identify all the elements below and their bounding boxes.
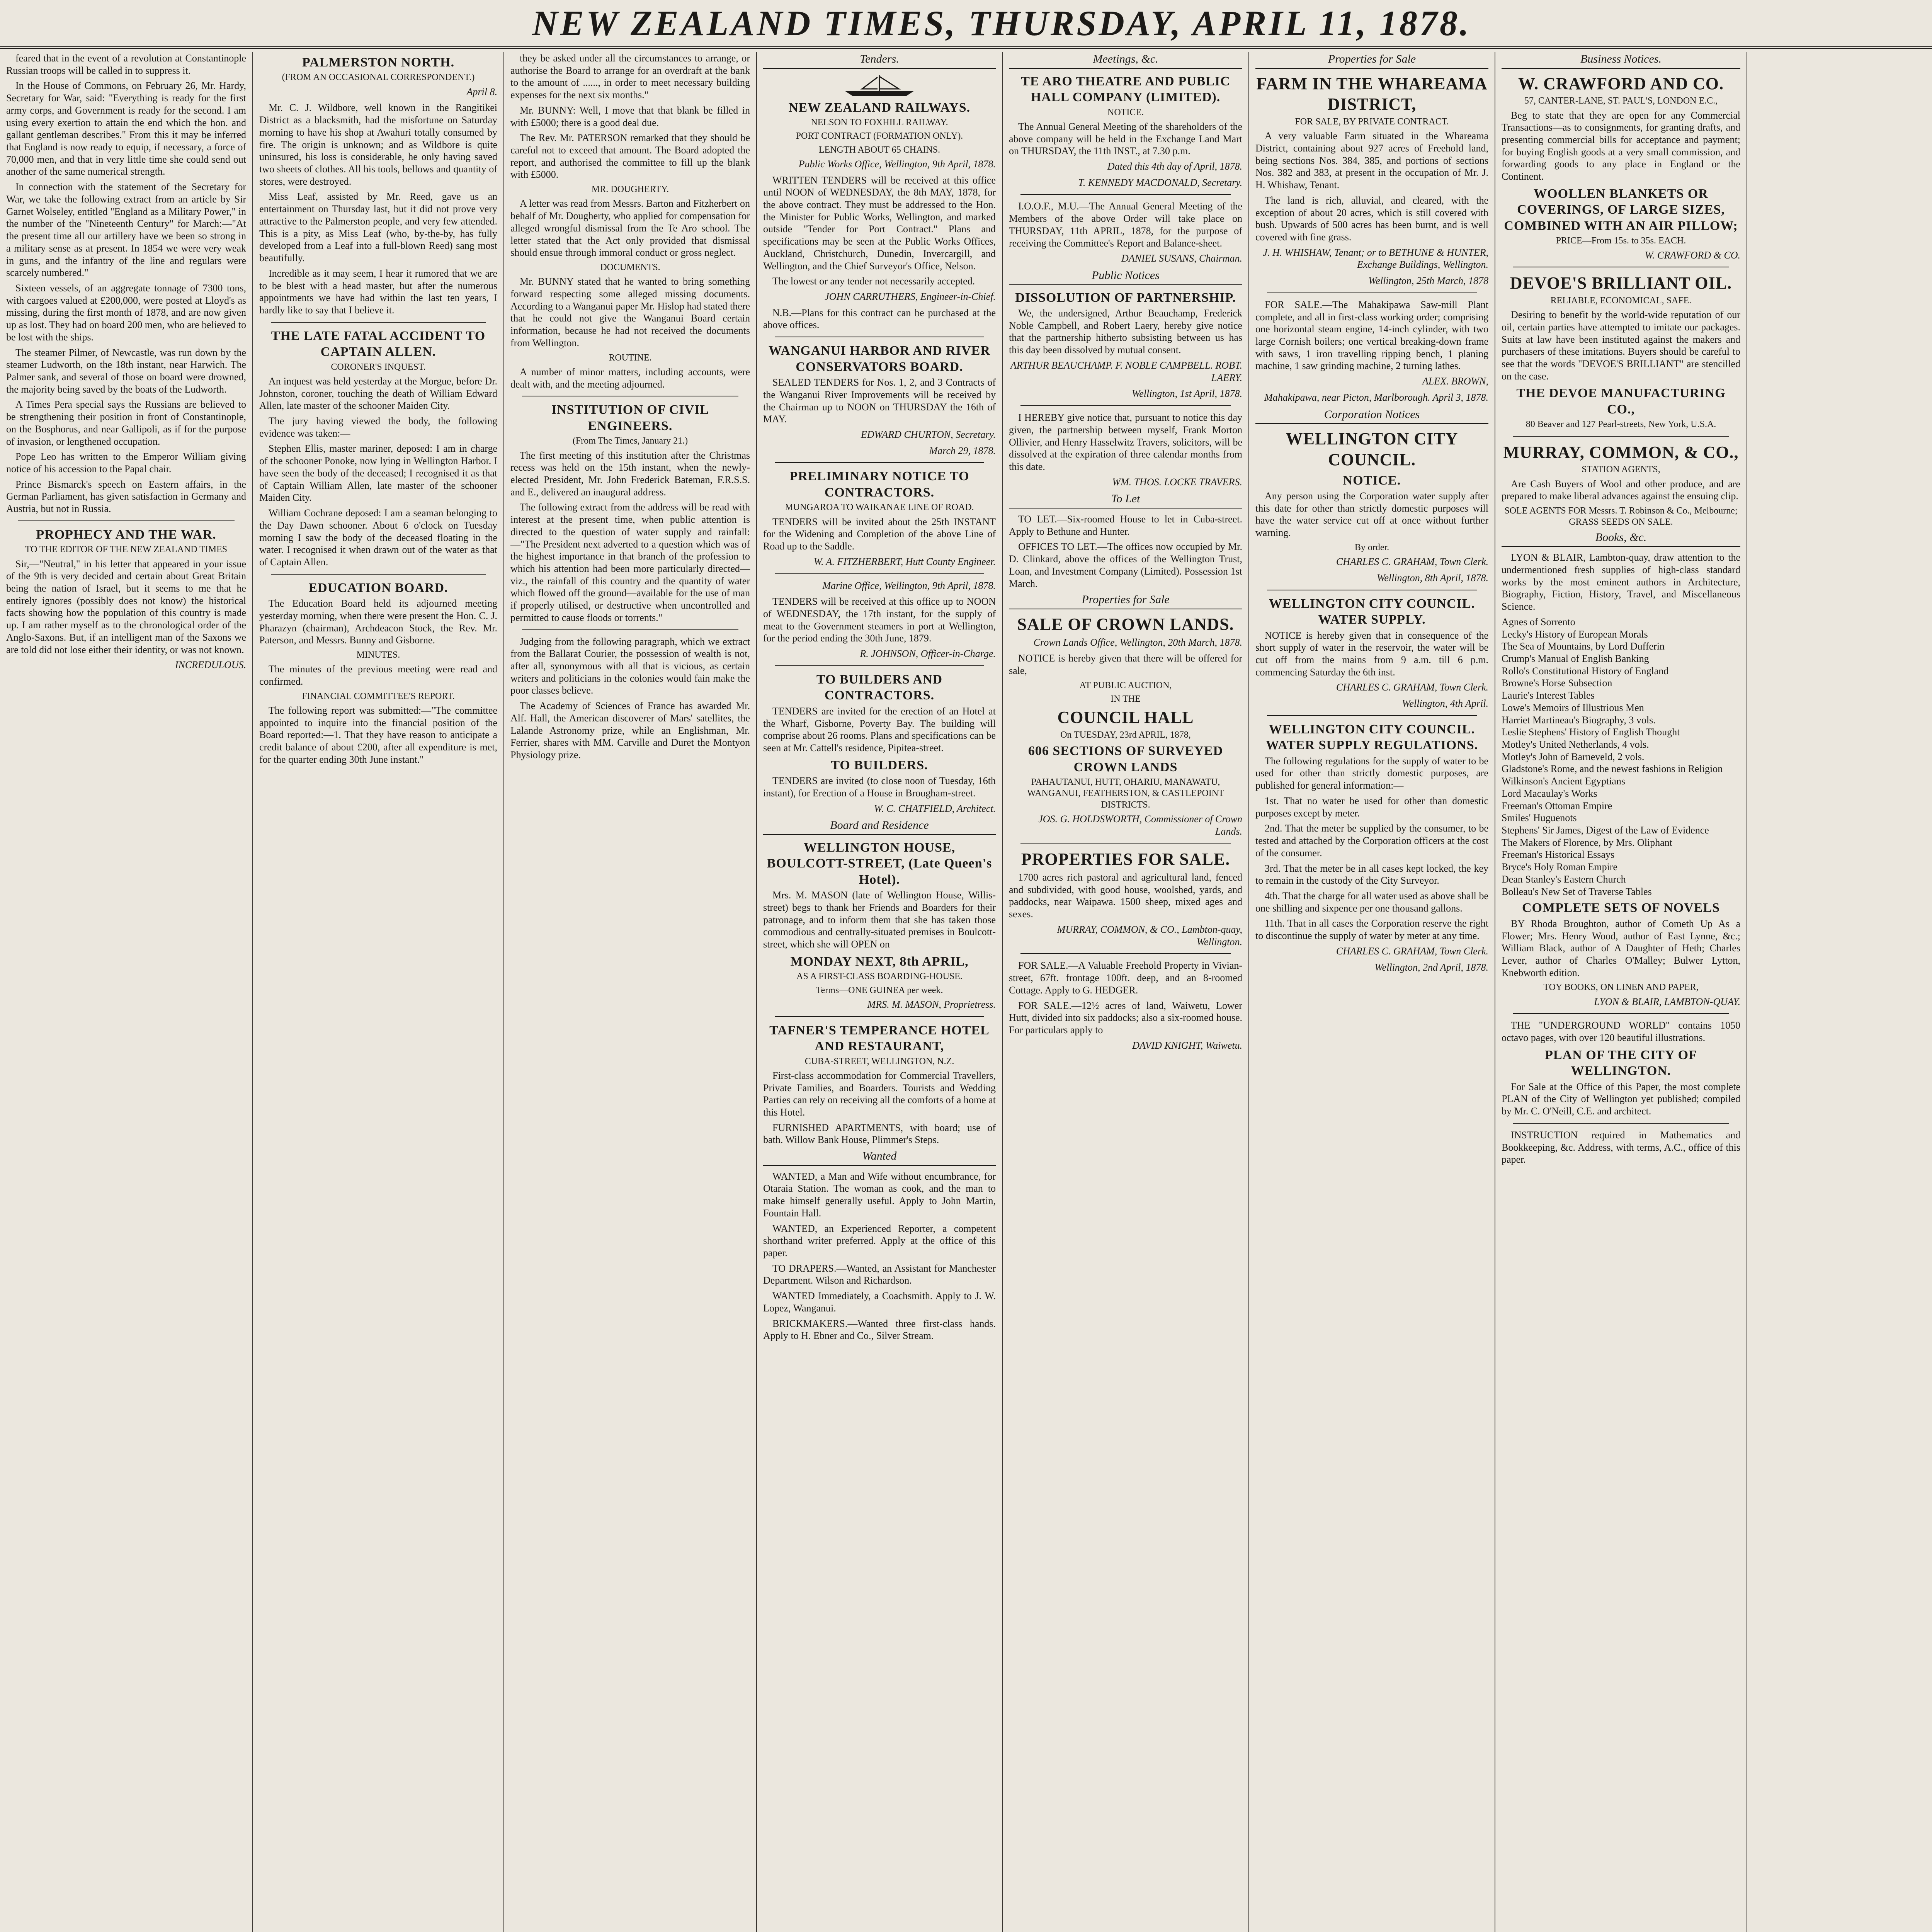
- ad-subhead: CUBA-STREET, WELLINGTON, N.Z.: [804, 1056, 954, 1066]
- regulation-item: 2nd. That the meter be supplied by the consumer, to be tested and attached by the Corporation officers at the cost of the consumer.: [1255, 823, 1488, 859]
- article-subhead: MINUTES.: [356, 650, 400, 660]
- ad-headline: W. CRAWFORD AND CO.: [1518, 74, 1724, 93]
- ad-signature: WM. THOS. LOCKE TRAVERS.: [1112, 476, 1242, 488]
- column-1: [0, 52, 253, 1932]
- ad-subhead: RELIABLE, ECONOMICAL, SAFE.: [1550, 295, 1692, 306]
- list-item: Stephens' Sir James, Digest of the Law of Evidence: [1502, 825, 1709, 836]
- ad-headline: MONDAY NEXT, 8th APRIL,: [790, 954, 969, 969]
- ad-body: The land is rich, alluvial, and cleared, with the exception of about 20 acres, which is still covered with bush. Upwards of 500 acres has been burnt, and is well covered with fine grass.: [1255, 194, 1488, 243]
- dateline: April 8.: [466, 86, 497, 97]
- ad-body: TENDERS will be received at this office up to NOON of WEDNESDAY, the 17th instant, for the supply of meat to the Government steamers in port at Wellington, for the period ending the 30th June, 1879.: [763, 596, 996, 644]
- ad-signature: MRS. M. MASON, Proprietress.: [867, 998, 996, 1010]
- article-paragraph: Prince Bismarck's speech on Eastern affairs, in the German Parliament, has given satisfaction in Germany and Austria, but not in Russia.: [6, 478, 246, 515]
- list-item: The Makers of Florence, by Mrs. Oliphant: [1502, 837, 1672, 848]
- ad-headline: TO BUILDERS.: [831, 758, 928, 772]
- ad-body: FURNISHED APARTMENTS, with board; use of bath. Willow Bank House, Plimmer's Steps.: [763, 1122, 996, 1146]
- list-item: Dean Stanley's Eastern Church: [1502, 873, 1626, 885]
- list-item: Motley's John of Barneveld, 2 vols.: [1502, 751, 1645, 762]
- list-item: Laurie's Interest Tables: [1502, 690, 1595, 701]
- ad-subhead: NOTICE.: [1107, 107, 1144, 117]
- ad-signature: W. A. FITZHERBERT, Hutt County Engineer.: [813, 556, 996, 567]
- ad-dateline: Public Works Office, Wellington, 9th April, 1878.: [798, 158, 996, 170]
- ad-subhead: SOLE AGENTS FOR Messrs. T. Robinson & Co., Melbourne; GRASS SEEDS ON SALE.: [1504, 506, 1738, 527]
- ad-subhead: By order.: [1354, 542, 1389, 553]
- article-paragraph: The following report was submitted:—"The committee appointed to inquire into the financial position of the Board reported:—1. That they have reason to anticipate a credit balance of about £200, after all expenditure is met, for the quarter ending 30th June instant.": [259, 704, 497, 765]
- article-paragraph: The following extract from the address will be read with interest at the present time, when public attention is directed to the question of water supply and rainfall:—"The President next adverted to a question which was of the highest importance in that branch of the profession to which his attention had been more particularly directed—viz., the rainfall of this country and the quantity of water which flowed off the ground—available for the use of man if properly utilised, or destructive when uncontrolled and permitted to cause floods or torrents.": [510, 502, 750, 623]
- article-paragraph: A number of minor matters, including accounts, were dealt with, and the meeting adjourned.: [510, 366, 750, 390]
- article-paragraph: feared that in the event of a revolution at Constantinople Russian troops will be called in to suppress it.: [6, 53, 246, 76]
- ad-subhead: 57, CANTER-LANE, ST. PAUL'S, LONDON E.C.,: [1524, 96, 1718, 106]
- list-item: Lowe's Memoirs of Illustrious Men: [1502, 702, 1644, 713]
- article-paragraph: In connection with the statement of the Secretary for War, we take the following extract from an article by Sir Garnet Wolseley, entitled "England as a Military Power," in the number of the "Nineteenth Century" for March:—"At the present time all our artillery have we been so strong in a military sense as at present. In 1854 we were very weak in guns, and the infantry of the line and regulars were scarcely numbered.": [6, 181, 246, 279]
- classified-ad: BRICKMAKERS.—Wanted three first-class hands. Apply to H. Ebner and Co., Silver Stream.: [763, 1318, 996, 1342]
- section-heading-business: Business Notices.: [1502, 52, 1740, 69]
- article-subhead: MR. DOUGHERTY.: [591, 184, 669, 195]
- ad-headline: 606 SECTIONS OF SURVEYED CROWN LANDS: [1028, 744, 1223, 774]
- ad-body: FOR SALE.—The Mahakipawa Saw-mill Plant complete, and all in first-class working order; comprising one horizontal steam engine, 14-inch cylinder, with two large Cornish boilers; one vertical breaking-down frame with saws, 1 iron travelling ripping bench, 1 planing machine, 1 saw grinding machine, 2 turning lathes.: [1255, 299, 1488, 372]
- section-heading-public-notices: Public Notices: [1009, 269, 1242, 285]
- ad-signature: DAVID KNIGHT, Waiwetu.: [1132, 1039, 1242, 1051]
- section-heading-books: Books, &c.: [1502, 531, 1740, 547]
- divider: [271, 574, 486, 575]
- regulation-item: 3rd. That the meter be in all cases kept locked, the key to remain in the custody of the City Surveyor.: [1255, 862, 1488, 886]
- ad-body: Any person using the Corporation water supply after this date for other than strictly domestic purposes will have the water service cut off at once without further warning.: [1255, 490, 1488, 539]
- divider: [1020, 843, 1231, 844]
- article-paragraph: The steamer Pilmer, of Newcastle, was run down by the steamer Ludworth, on the 18th instant, near Harwich. The Palmer sank, and several of those on board were drowned, the majority being saved by the boats of the Ludworth.: [6, 347, 246, 395]
- list-item: Agnes of Sorrento: [1502, 616, 1575, 628]
- ad-subhead: Terms—ONE GUINEA per week.: [816, 985, 943, 995]
- list-item: Crump's Manual of English Banking: [1502, 653, 1649, 664]
- ad-subhead: MUNGAROA TO WAIKANAE LINE OF ROAD.: [785, 502, 974, 513]
- ad-body: Are Cash Buyers of Wool and other produce, and are prepared to make liberal advances against the ensuing clip.: [1502, 478, 1740, 502]
- article-headline: INSTITUTION OF CIVIL ENGINEERS.: [551, 403, 709, 433]
- article-paragraph: Incredible as it may seem, I hear it rumored that we are to be blest with a head master, but after the numerous appointments we have had within the last ten years, I hardly like to say that I believe it.: [259, 267, 497, 316]
- ad-body: 1700 acres rich pastoral and agricultural land, fenced and subdivided, with good house, woolshed, yards, and paddocks, near Waipawa. 1500 sheep, mixed ages and sexes.: [1009, 872, 1242, 920]
- section-heading-meetings: Meetings, &c.: [1009, 52, 1242, 69]
- divider: [271, 322, 486, 323]
- column-2: [253, 52, 504, 1932]
- article-paragraph: Miss Leaf, assisted by Mr. Reed, gave us an entertainment on Thursday last, but it did not prove very attractive to the Palmerston people, and very few attended. This is a pity, as Miss Leaf (who, by-the-by, has fully developed from a Leaf into a full-blown Reed) sang most beautifully.: [259, 191, 497, 264]
- ad-headline: WELLINGTON CITY COUNCIL. WATER SUPPLY REGULATIONS.: [1265, 722, 1478, 753]
- article-subhead: DOCUMENTS.: [600, 262, 660, 273]
- ad-signature: CHARLES C. GRAHAM, Town Clerk.: [1336, 682, 1488, 693]
- ad-signature: DANIEL SUSANS, Chairman.: [1121, 253, 1242, 264]
- ad-signature: ARTHUR BEAUCHAMP. F. NOBLE CAMPBELL. ROBT. LAERY.: [1010, 359, 1242, 383]
- article-subhead: CORONER'S INQUEST.: [331, 362, 426, 372]
- column-4: [757, 52, 1003, 1932]
- list-item: Lecky's History of European Morals: [1502, 628, 1648, 640]
- ad-signature: JOS. G. HOLDSWORTH, Commissioner of Crown Lands.: [1038, 813, 1242, 837]
- ad-subhead: TOY BOOKS, ON LINEN AND PAPER,: [1543, 982, 1699, 993]
- ad-body: Desiring to benefit by the world-wide reputation of our oil, certain parties have attempted to imitate our packages. Suits at law have been instituted against the makers and purchasers of these imitations. Buyers should be careful to see that the words "DEVOE'S BRILLIANT" are stencilled on the case.: [1502, 309, 1740, 382]
- regulation-item: 11th. That in all cases the Corporation reserve the right to discontinue the supply of water by meter at any time.: [1255, 918, 1488, 942]
- ad-body: LYON & BLAIR, Lambton-quay, draw attention to the undermentioned fresh supplies of high-class standard works by the most eminent authors in Architecture, Biography, Fiction, History, Travel, and Miscellaneous Science.: [1502, 552, 1740, 612]
- ad-dateline: Wellington, 8th April, 1878.: [1377, 572, 1488, 583]
- ad-body: I.O.O.F., M.U.—The Annual General Meeting of the Members of the above Order will take place on THURSDAY, 11th APRIL, 1878, for the purpose of receiving the Committee's Report and Balance-sheet.: [1009, 201, 1242, 249]
- section-heading-board: Board and Residence: [763, 818, 996, 835]
- list-item: The Sea of Mountains, by Lord Dufferin: [1502, 641, 1665, 652]
- ad-signature: LYON & BLAIR, LAMBTON-QUAY.: [1594, 996, 1740, 1007]
- ad-signature: ALEX. BROWN,: [1422, 376, 1488, 387]
- ad-headline: DEVOE'S BRILLIANT OIL.: [1510, 274, 1732, 293]
- ad-body: The Annual General Meeting of the shareholders of the above company will be held in the Exchange Land Mart on THURSDAY, the 11th INST., at 7.30 p.m.: [1009, 121, 1242, 157]
- ad-headline: WOOLLEN BLANKETS OR COVERINGS, OF LARGE SIZES, COMBINED WITH AN AIR PILLOW;: [1504, 186, 1738, 233]
- article-paragraph: Mr. BUNNY: Well, I move that that blank be filled in with £5000; there is a good deal due.: [510, 104, 750, 128]
- list-item: Freeman's Historical Essays: [1502, 849, 1615, 861]
- letter-body: Sir,—"Neutral," in his letter that appeared in your issue of the 9th is very decided and certain about Great Britain being the nation of Israel, but it seems to me that he entirely ignores (possibly does not know) the historical facts showing how the population of this country is made up. I am rather myself as to the chronological order of the Anglo-Saxons. But, if an intelligent man of the Saxons we are told did not lose either their identity, or was not known.: [6, 558, 246, 655]
- section-heading-to-let: To Let: [1009, 492, 1242, 509]
- ad-body: Beg to state that they are open for any Commercial Transactions—as to consignments, for granting drafts, and presenting commercial bills for acceptance and payment; for buying English goods at a very small commission, and forwarding goods to any place in England or the Continent.: [1502, 109, 1740, 182]
- ad-body: N.B.—Plans for this contract can be purchased at the above offices.: [763, 307, 996, 331]
- ad-headline: MURRAY, COMMON, & CO.,: [1503, 442, 1739, 462]
- ad-subhead: NELSON TO FOXHILL RAILWAY.: [811, 117, 948, 128]
- ad-signature: EDWARD CHURTON, Secretary.: [861, 429, 996, 440]
- classified-ad: WANTED Immediately, a Coachsmith. Apply to J. W. Lopez, Wanganui.: [763, 1290, 996, 1314]
- ad-dateline: Wellington, 4th April.: [1402, 698, 1488, 709]
- article-paragraph: William Cochrane deposed: I am a seaman belonging to the Day Dawn schooner. About 6 o'clock on Tuesday morning I saw the body of the deceased floating in the water. I recognised it when drawn out of the water as that of Captain Allen.: [259, 507, 497, 568]
- ad-body: TENDERS are invited for the erection of an Hotel at the Wharf, Gisborne, Poverty Bay. The building will comprise about 26 rooms. Plans and specifications can be seen at Mr. Cattell's residence, Pipitea-street.: [763, 705, 996, 753]
- classified-ad: FOR SALE.—A Valuable Freehold Property in Vivian-street, 67ft. frontage 100ft. deep, and an 8-roomed Cottage. Apply to G. HEDGER.: [1009, 960, 1242, 996]
- ad-subhead: 80 Beaver and 127 Pearl-streets, New York, U.S.A.: [1526, 419, 1716, 430]
- column-5: [1003, 52, 1249, 1932]
- list-item: Rollo's Constitutional History of England: [1502, 665, 1669, 677]
- article-subhead: FINANCIAL COMMITTEE'S REPORT.: [302, 691, 455, 701]
- divider: [775, 1016, 984, 1017]
- ad-dateline: March 29, 1878.: [929, 445, 996, 456]
- divider: [1020, 194, 1231, 195]
- list-item: Smiles' Huguenots: [1502, 812, 1577, 824]
- newspaper-page: [0, 52, 1932, 1932]
- list-item: Gladstone's Rome, and the newest fashions in Religion: [1502, 763, 1723, 775]
- letter-signature: INCREDULOUS.: [175, 659, 246, 671]
- list-item: Freeman's Ottoman Empire: [1502, 800, 1612, 811]
- divider: [18, 520, 235, 521]
- article-paragraph: Mr. C. J. Wildbore, well known in the Rangitikei District as a blacksmith, had the misfortune on Saturday morning to have his shop at Awahuri totally consumed by fire. The origin is unknown; and as Wildbore is quite uninsured, his loss is considerable, he only having saved two sheets of clothes. All his tools, bellows and quantity of stores, were destroyed.: [259, 102, 497, 187]
- article-paragraph: The jury having viewed the body, the following evidence was taken:—: [259, 415, 497, 439]
- section-heading-wanted: Wanted: [763, 1149, 996, 1166]
- ad-dateline: Wellington, 1st April, 1878.: [1131, 388, 1242, 400]
- list-item: Leslie Stephens' History of English Thought: [1502, 726, 1680, 738]
- article-paragraph: An inquest was held yesterday at the Morgue, before Dr. Johnston, coroner, touching the death of William Edward Allen, late master of the schooner Maiden City.: [259, 375, 497, 412]
- classified-ad: TO LET.—Six-roomed House to let in Cuba-street. Apply to Bethune and Hunter.: [1009, 513, 1242, 537]
- article-subhead: (FROM AN OCCASIONAL CORRESPONDENT.): [282, 72, 475, 83]
- ad-body: First-class accommodation for Commercial Travellers, Private Families, and Boarders. Tourists and Wedding Parties can rely on receiving all the comforts of a home at this Hotel.: [763, 1070, 996, 1118]
- column-6: [1249, 52, 1495, 1932]
- column-7: [1495, 52, 1747, 1932]
- article-subhead: ROUTINE.: [609, 352, 652, 363]
- list-item: Motley's United Netherlands, 4 vols.: [1502, 738, 1649, 750]
- divider: [1267, 715, 1477, 716]
- ad-body: TENDERS are invited (to close noon of Tuesday, 16th instant), for Erection of a House in Brougham-street.: [763, 775, 996, 799]
- column-8: [1747, 52, 1932, 1932]
- book-list: [1502, 616, 1740, 898]
- section-heading-tenders: Tenders.: [763, 52, 996, 69]
- divider: [1020, 953, 1231, 954]
- ad-headline: COMPLETE SETS OF NOVELS: [1522, 901, 1720, 915]
- article-headline: PALMERSTON NORTH.: [302, 55, 455, 70]
- ad-signature: CHARLES C. GRAHAM, Town Clerk.: [1336, 945, 1488, 957]
- article-paragraph: Mr. BUNNY stated that he wanted to bring something forward respecting some alleged missing documents. According to a Wanganui paper Mr. Hislop had stated there that he could not give the Wanganui Board certain information, because he had not received the documents from Wellington.: [510, 276, 750, 349]
- article-paragraph: Pope Leo has written to the Emperor William giving notice of his accession to the Papal chair.: [6, 451, 246, 474]
- ad-body: For Sale at the Office of this Paper, the most complete PLAN of the City of Wellington yet published; compiled by Mr. C. O'Neill, C.E. and architect.: [1502, 1081, 1740, 1117]
- ad-body: A very valuable Farm situated in the Whareama District, containing about 927 acres of Freehold land, being sections Nos. 384, 385, and portions of sections Nos. 382 and 383, at present in the occupation of Mr. J. H. Whishaw, Tenant.: [1255, 130, 1488, 191]
- ad-subhead: PRICE—From 15s. to 35s. EACH.: [1556, 236, 1686, 246]
- column-3: [504, 52, 757, 1932]
- list-item: Bryce's Holy Roman Empire: [1502, 861, 1618, 873]
- divider: [775, 665, 984, 666]
- ad-signature: J. H. WHISHAW, Tenant; or to BETHUNE & HUNTER, Exchange Buildings, Wellington.: [1263, 247, 1488, 270]
- section-heading-properties: Properties for Sale: [1009, 593, 1242, 609]
- ad-body: The lowest or any tender not necessarily accepted.: [772, 276, 975, 287]
- ad-subhead: PORT CONTRACT (FORMATION ONLY).: [796, 131, 963, 141]
- divider: [1513, 1013, 1729, 1014]
- ad-body: The following regulations for the supply of water to be used for other than strictly domestic purposes, are published for general information:—: [1255, 755, 1488, 791]
- ad-subhead: LENGTH ABOUT 65 CHAINS.: [818, 145, 940, 155]
- ad-body: SEALED TENDERS for Nos. 1, 2, and 3 Contracts of the Wanganui River Improvements will be received by the Chairman up to NOON on THURSDAY the 16th of MAY.: [763, 377, 996, 425]
- classified-ad: WANTED, an Experienced Reporter, a competent shorthand writer preferred. Apply at the office of this paper.: [763, 1223, 996, 1259]
- divider: [775, 573, 984, 574]
- ad-headline: PLAN OF THE CITY OF WELLINGTON.: [1545, 1048, 1697, 1078]
- divider: [1020, 405, 1231, 406]
- ship-emblem-icon: [781, 73, 978, 97]
- ad-body: THE "UNDERGROUND WORLD" contains 1050 octavo pages, with over 120 beautiful illustrations.: [1502, 1020, 1740, 1044]
- ad-subhead: STATION AGENTS,: [1582, 464, 1660, 475]
- ad-subhead: IN THE: [1111, 694, 1141, 704]
- ad-headline: THE DEVOE MANUFACTURING CO.,: [1516, 386, 1726, 417]
- ad-dateline: Dated this 4th day of April, 1878.: [1107, 160, 1242, 172]
- article-headline: THE LATE FATAL ACCIDENT TO CAPTAIN ALLEN.: [271, 328, 486, 359]
- ad-body: I HEREBY give notice that, pursuant to notice this day given, the partnership between myself, Frank Morton Ollivier, and Henry Hasselwitz Travers, solicitors, will be dissolved at the expiration of three calendar months from this date.: [1009, 412, 1242, 472]
- ad-headline: WELLINGTON CITY COUNCIL. WATER SUPPLY.: [1269, 596, 1475, 627]
- ad-signature: W. C. CHATFIELD, Architect.: [874, 803, 996, 814]
- ad-dateline: Crown Lands Office, Wellington, 20th March, 1878.: [1033, 636, 1242, 648]
- ad-headline: PROPERTIES FOR SALE.: [1021, 850, 1230, 869]
- article-paragraph: Sixteen vessels, of an aggregate tonnage of 7300 tons, with cargoes valued at £200,000, were posted at Lloyd's as missing, during the first month of 1878, and are now given up as lost. They had on board 200 men, who are believed to be lost with the ships.: [6, 282, 246, 343]
- section-heading-corporation: Corporation Notices: [1255, 408, 1488, 424]
- regulation-item: 4th. That the charge for all water used as above shall be one shilling and sixpence per one thousand gallons.: [1255, 890, 1488, 914]
- article-headline: EDUCATION BOARD.: [308, 580, 448, 595]
- ad-dateline: Marine Office, Wellington, 9th April, 1878.: [822, 580, 996, 591]
- ad-headline: WELLINGTON CITY COUNCIL.: [1286, 429, 1458, 469]
- masthead: [0, 0, 1932, 49]
- ad-body: WRITTEN TENDERS will be received at this office until NOON of WEDNESDAY, the 8th MAY, 1878, for the above contract. They must be addressed to the Hon. the Minister for Public Works, Wellington, and marked outside "Tender for Port Contract." Plans and specifications may be seen at the Public Works Offices, Auckland, Christchurch, Dunedin, Invercargill, and Wellington, and the Chief Surveyor's Office, Nelson.: [763, 174, 996, 272]
- article-subhead: (From The Times, January 21.): [572, 436, 688, 446]
- ad-dateline: Mahakipawa, near Picton, Marlborough. April 3, 1878.: [1264, 391, 1488, 403]
- ad-headline: WANGANUI HARBOR AND RIVER CONSERVATORS BOARD.: [769, 344, 990, 374]
- divider: [1513, 1123, 1729, 1124]
- ad-body: NOTICE is hereby given that there will be offered for sale,: [1009, 653, 1242, 676]
- ad-signature: MURRAY, COMMON, & CO., Lambton-quay, Wellington.: [1057, 923, 1242, 947]
- ad-dateline: Wellington, 25th March, 1878: [1368, 275, 1488, 287]
- ad-headline: WELLINGTON HOUSE, BOULCOTT-STREET, (Late Queen's Hotel).: [767, 840, 992, 887]
- ad-headline: SALE OF CROWN LANDS.: [1017, 614, 1234, 634]
- divider: [1513, 436, 1729, 437]
- article-paragraph: The Rev. Mr. PATERSON remarked that they should be careful not to exceed that amount. The Board adopted the report, and authorised the committee to fill up the blank with £5000.: [510, 132, 750, 180]
- ad-subhead: PAHAUTANUI, HUTT, OHARIU, MANAWATU, WANGANUI, FEATHERSTON, & CASTLEPOINT DISTRICTS.: [1027, 777, 1224, 810]
- ad-headline: TE ARO THEATRE AND PUBLIC HALL COMPANY (LIMITED).: [1021, 74, 1230, 105]
- ad-headline: PRELIMINARY NOTICE TO CONTRACTORS.: [789, 469, 969, 500]
- article-paragraph: The minutes of the previous meeting were read and confirmed.: [259, 663, 497, 687]
- ad-dateline: Wellington, 2nd April, 1878.: [1374, 961, 1488, 973]
- ad-headline: DISSOLUTION OF PARTNERSHIP.: [1015, 290, 1236, 305]
- ad-headline: COUNCIL HALL: [1057, 708, 1194, 727]
- ad-subhead: FOR SALE, BY PRIVATE CONTRACT.: [1295, 116, 1449, 127]
- ad-subhead: On TUESDAY, 23rd APRIL, 1878,: [1060, 730, 1191, 740]
- list-item: Lord Macaulay's Works: [1502, 787, 1597, 799]
- ad-body: Mrs. M. MASON (late of Wellington House, Willis-street) begs to thank her Friends and Boarders for their patronage, and to inform them that she has taken those commodious and centrally-situated premises in Boulcott-street, which she will OPEN on: [763, 889, 996, 950]
- article-paragraph: A letter was read from Messrs. Barton and Fitzherbert on behalf of Mr. Dougherty, who applied for compensation for alleged wrongful dismissal from the Te Aro school. The letter stated that the Act only provided that dismissal should ensue through immoral conduct or gross neglect.: [510, 198, 750, 259]
- classified-ad: WANTED, a Man and Wife without encumbrance, for Otaraia Station. The woman as cook, and the man to make himself generally useful. Apply to John Martin, Fountain Hall.: [763, 1170, 996, 1219]
- page-title: NEW ZEALAND TIMES, THURSDAY, APRIL 11, 1878.: [532, 3, 1471, 43]
- ad-headline: TO BUILDERS AND CONTRACTORS.: [816, 672, 943, 703]
- article-paragraph: The Education Board held its adjourned meeting yesterday morning, when there were present the Hon. C. J. Pharazyn (chairman), Archdeacon Stock, the Rev. Mr. Paterson, and Messrs. Bunny and Gisborne.: [259, 598, 497, 646]
- classified-ad: INSTRUCTION required in Mathematics and Bookkeeping, &c. Address, with terms, A.C., office of this paper.: [1502, 1129, 1740, 1165]
- ad-headline: NEW ZEALAND RAILWAYS.: [788, 100, 971, 115]
- ad-subhead: AT PUBLIC AUCTION,: [1079, 680, 1172, 690]
- article-subhead: TO THE EDITOR OF THE NEW ZEALAND TIMES: [25, 544, 228, 555]
- article-paragraph: The Academy of Sciences of France has awarded Mr. Alf. Hall, the American discoverer of Mars' satellites, the Lalande Astronomy prize, while an Englishman, Mr. Ferrier, shares with MM. Carville and Duret the Montyon Physiology prize.: [510, 700, 750, 761]
- ad-signature: JOHN CARRUTHERS, Engineer-in-Chief.: [825, 291, 996, 303]
- ad-signature: CHARLES C. GRAHAM, Town Clerk.: [1336, 556, 1488, 568]
- classified-ad: TO DRAPERS.—Wanted, an Assistant for Manchester Department. Wilson and Richardson.: [763, 1262, 996, 1286]
- ad-signature: W. CRAWFORD & CO.: [1645, 249, 1740, 261]
- divider: [522, 629, 738, 630]
- list-item: Bolleau's New Set of Traverse Tables: [1502, 886, 1652, 897]
- article-paragraph: A Times Pera special says the Russians are believed to be strengthening their position in front of Constantinople, on the Bosphorus, and near Gallipoli, as if for the purpose of invasion, or lengthened occupation.: [6, 399, 246, 447]
- section-heading-properties: Properties for Sale: [1255, 52, 1488, 69]
- article-headline: PROPHECY AND THE WAR.: [36, 527, 216, 542]
- ad-headline: FARM IN THE WHAREAMA DISTRICT,: [1256, 74, 1488, 114]
- ad-signature: T. KENNEDY MACDONALD, Secretary.: [1078, 177, 1242, 188]
- list-item: Harriet Martineau's Biography, 3 vols.: [1502, 714, 1656, 726]
- ad-body: NOTICE is hereby given that in consequence of the short supply of water in the reservoir, the water will be cut off from the mains from 9 a.m. till 6 p.m. commencing Saturday the 6th inst.: [1255, 629, 1488, 678]
- regulation-item: 1st. That no water be used for other than domestic purposes except by meter.: [1255, 795, 1488, 819]
- classified-ad: FOR SALE.—12½ acres of land, Waiwetu, Lower Hutt, divided into six paddocks; also a six-roomed house. For particulars apply to: [1009, 1000, 1242, 1036]
- article-paragraph: The first meeting of this institution after the Christmas recess was held on the 15th instant, when the newly-elected President, Mr. John Frederick Bateman, F.R.S.S. and E., delivered an inaugural address.: [510, 449, 750, 498]
- ad-body: TENDERS will be invited about the 25th INSTANT for the Widening and Completion of the above Line of Road up to the Saddle.: [763, 516, 996, 552]
- ad-subhead: NOTICE.: [1343, 473, 1401, 488]
- ad-body: We, the undersigned, Arthur Beauchamp, Frederick Noble Campbell, and Robert Laery, hereby give notice that the partnership hitherto subsisting between us has this day been dissolved by mutual consent.: [1009, 308, 1242, 356]
- list-item: Browne's Horse Subsection: [1502, 677, 1612, 689]
- article-paragraph: Judging from the following paragraph, which we extract from the Ballarat Courier, the possession of wealth is not, after all, synonymous with all that is vicious, as certain writers and politicians in the colonies would fain make the poor classes believe.: [510, 636, 750, 696]
- article-paragraph: In the House of Commons, on February 26, Mr. Hardy, Secretary for War, said: "Everything is ready for the first army corps, and Government is ready for the second. I am using every exertion to attain the end which the hon. and gallant gentleman describes." From this it may be inferred that England is now ready to equip, if necessary, a force of 70,000 men, and that in very little time she could send out another of the same numerical strength.: [6, 80, 246, 177]
- ad-headline: TAFNER'S TEMPERANCE HOTEL AND RESTAURANT,: [769, 1023, 990, 1054]
- ad-body: BY Rhoda Broughton, author of Cometh Up As a Flower; Mrs. Henry Wood, author of East Lynne, &c.; William Black, author of A Daughter of Heth; Charles Lever, author of Charles O'Malley; Bulwer Lytton, Knebworth edition.: [1502, 918, 1740, 978]
- ad-signature: R. JOHNSON, Officer-in-Charge.: [860, 648, 996, 660]
- classified-ad: OFFICES TO LET.—The offices now occupied by Mr. D. Clinkard, above the offices of the Wellington Trust, Loan, and Investment Company (Limited). Possession 1st March.: [1009, 541, 1242, 589]
- article-paragraph: they be asked under all the circumstances to arrange, or authorise the Board to arrange for an overdraft at the bank to the amount of ......, in order to meet necessary building expenses for the next six months.": [510, 53, 750, 101]
- ad-subhead: AS A FIRST-CLASS BOARDING-HOUSE.: [796, 971, 963, 982]
- article-paragraph: Stephen Ellis, master mariner, deposed: I am in charge of the schooner Ponoke, now lying in Wellington Harbor. I have seen the body of the deceased; I recognised it as that of Captain William Allen, late master of the schooner Maiden City.: [259, 443, 497, 503]
- divider: [775, 462, 984, 463]
- list-item: Wilkinson's Ancient Egyptians: [1502, 776, 1625, 787]
